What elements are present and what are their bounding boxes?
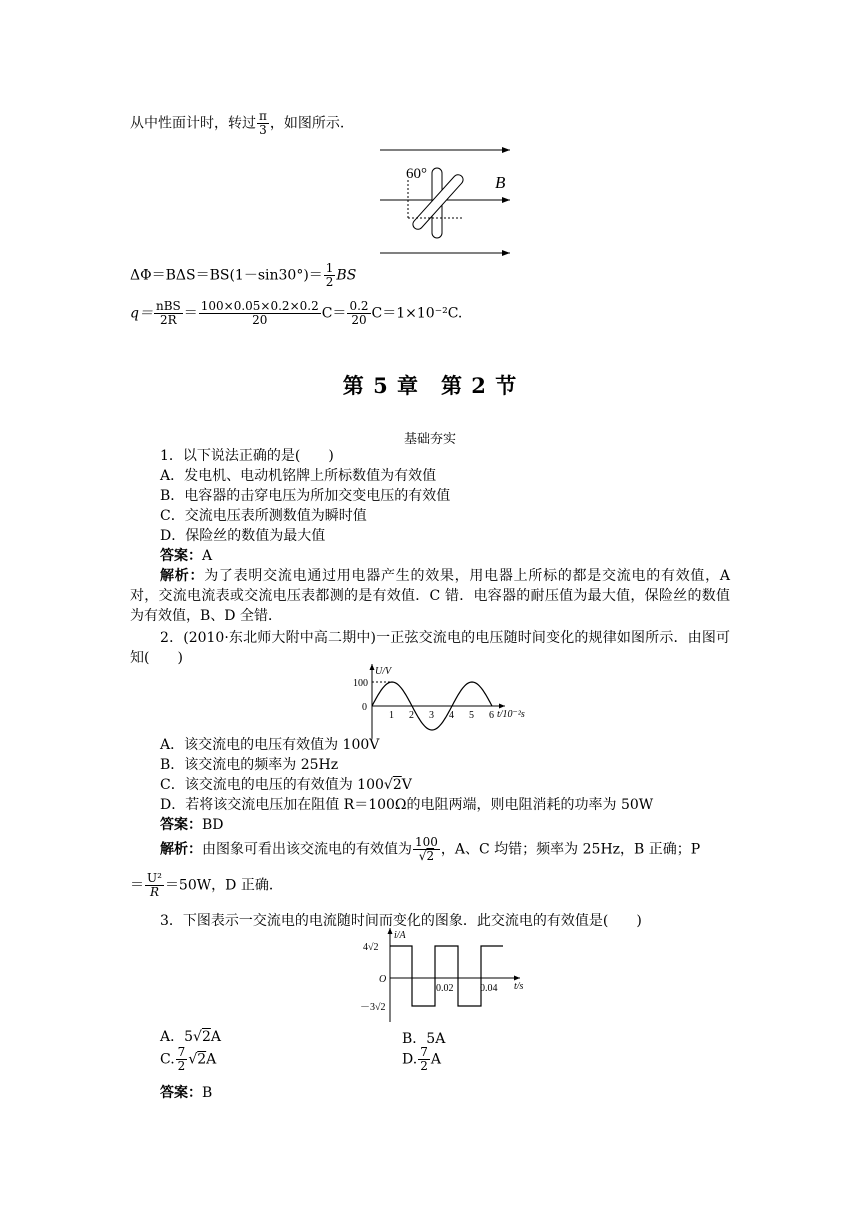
q3-option-b: B．5A [402,1031,446,1047]
eq2-eq: ＝ [183,305,198,322]
intro-line [130,110,344,137]
x-tick-label: 2 [409,710,414,721]
q1-answer [160,547,212,565]
frac-num: 7 [420,1045,428,1059]
eq2-fraction-1 [154,300,183,327]
answer-value: B [202,1085,213,1101]
analysis-fraction-2 [145,872,164,899]
q2-analysis-line2 [130,872,283,899]
frac-num: 7 [177,1045,186,1059]
frac-num: 0.2 [349,299,369,313]
frac-num: U² [147,871,162,885]
analysis-text-c: ＝ [130,877,144,894]
frac-den: 2R [160,313,177,327]
answer-label: 答案： [160,1085,202,1101]
eq2-c2: C＝1×10⁻²C. [371,305,463,322]
analysis-text-d: ＝50W，D 正确． [164,877,283,894]
option-d-prefix: D. [402,1051,418,1068]
y-axis-label: i/A [394,930,406,941]
frac-den: R [149,885,159,899]
frac-den: 3 [259,123,267,137]
analysis-fraction [413,836,440,863]
q1-option-b: B．电容器的击穿电压为所加交变电压的有效值 [160,488,451,504]
analysis-text-a: 由图象可看出该交流电的有效值为 [202,841,412,858]
analysis-label: 解析： [160,568,205,584]
unit: A [430,1051,441,1068]
origin-label: O [379,974,387,985]
frac-num: π [259,109,267,123]
intro-text-after: ，如图所示. [269,115,345,132]
x-tick-002: 0.02 [436,983,454,994]
q2-option-b: B．该交流电的频率为 25Hz [160,757,339,773]
unit: A [206,1051,217,1068]
equation-charge [130,300,462,327]
x-tick-label: 6 [489,710,494,721]
frac-den: 2 [325,275,334,289]
field-label: B [495,173,506,192]
eq2-c1: C＝ [321,305,347,322]
analysis-text-b: ，A、C 均错；频率为 25Hz，B 正确；P [440,841,701,858]
sqrt-value: 2 [197,1051,207,1068]
q1-analysis [130,566,730,626]
option-d-fraction [418,1046,430,1073]
q3-answer [160,1084,212,1102]
answer-value: A [202,548,213,564]
x-tick-label: 1 [389,710,394,721]
coil-figure [370,140,520,265]
chapter-title: 第 5 章 第 2 节 [342,373,518,398]
answer-label: 答案： [160,548,202,564]
y-tick-100: 100 [353,678,368,689]
intro-text-before: 从中性面计时，转过 [130,115,256,132]
q2-option-a: A．该交流电的电压有效值为 100V [160,737,380,753]
eq1-left: ΔΦ＝BΔS＝BS(1－sin30°)＝ [130,267,323,284]
q1-option-a: A．发电机、电动机铭牌上所标数值为有效值 [160,468,437,484]
option-c-text: C．该交流电的电压的有效值为 100 [160,777,384,793]
y-tick-bottom: －3√2 [360,1002,386,1013]
square-wave [390,946,503,1006]
frac-den: 2 [420,1059,428,1073]
eq1-right: BS [336,267,357,284]
frac-num: 1 [325,261,334,275]
y-tick-top: 4√2 [363,942,379,953]
frac-den: √2 [418,849,435,863]
x-tick-label: 5 [469,710,474,721]
intro-fraction [257,110,269,137]
option-c-fraction [176,1046,188,1073]
eq2-q: q＝ [130,305,153,322]
sqrt-value: 2 [201,1029,211,1045]
sqrt-value: 2 [392,777,402,793]
x-axis-label: t/s [514,981,524,992]
y-axis-label: U/V [375,666,392,677]
q2-stem: 2．(2010·东北师大附中高二期中)一正弦交流电的电压随时间变化的规律如图所示．由图可知( ) [130,630,730,666]
unit: A [210,1029,221,1045]
eq2-fraction-3 [347,300,370,327]
q2-answer [160,816,224,834]
origin-label: 0 [362,702,367,713]
q3-stem: 3．下图表示一交流电的电流随时间而变化的图象．此交流电的有效值是( ) [160,913,642,929]
frac-den: 2 [177,1059,186,1073]
answer-value: BD [202,817,224,833]
q3-option-a: A．5√2A [160,1029,221,1045]
frac-num: 100×0.05×0.2×0.2 [200,299,319,313]
x-tick-label: 4 [449,710,454,721]
x-tick-004: 0.04 [480,983,498,994]
q1-stem: 1．以下说法正确的是( ) [160,448,334,464]
q2-option-c: C．该交流电的电压的有效值为 100√2V [160,777,412,793]
x-tick-label: 3 [429,710,434,721]
eq2-fraction-2 [199,300,321,327]
unit: V [401,777,412,793]
equation-flux [130,262,356,289]
option-c-prefix: C. [160,1051,175,1068]
eq1-fraction [324,262,336,289]
angle-label: 60° [406,166,427,182]
frac-num: nBS [155,299,181,313]
analysis-text: 为了表明交流电通过用电器产生的效果，用电器上所标的都是交流电的有效值，A 对，交流电流表或交流电压表都测的是有效值．C 错．电容器的耐压值为最大值，保险丝的数值为有效值，B、D 全错． [130,568,731,624]
frac-num: 100 [415,835,438,849]
x-axis-label: t/10⁻²s [497,709,525,720]
section-title: 基础夯实 [403,432,456,447]
q1-option-c: C．交流电压表所测数值为瞬时值 [160,508,367,524]
option-a-text: A．5 [160,1029,194,1045]
analysis-label: 解析： [160,841,202,858]
q1-option-d: D．保险丝的数值为最大值 [160,528,326,544]
answer-label: 答案： [160,817,202,833]
frac-den: 20 [351,313,367,327]
q3-option-d [402,1046,441,1073]
q2-analysis-line1 [160,836,700,863]
q2-voltage-chart [345,662,535,740]
q3-current-chart [360,926,540,1026]
frac-den: 20 [252,313,268,327]
x-ticks [389,710,494,721]
q2-option-d: D．若将该交流电压加在阻值 R＝100Ω的电阻两端，则电阻消耗的功率为 50W [160,797,654,813]
q3-option-c: C. $\frac{7}{2}$ √2A [160,1045,217,1073]
